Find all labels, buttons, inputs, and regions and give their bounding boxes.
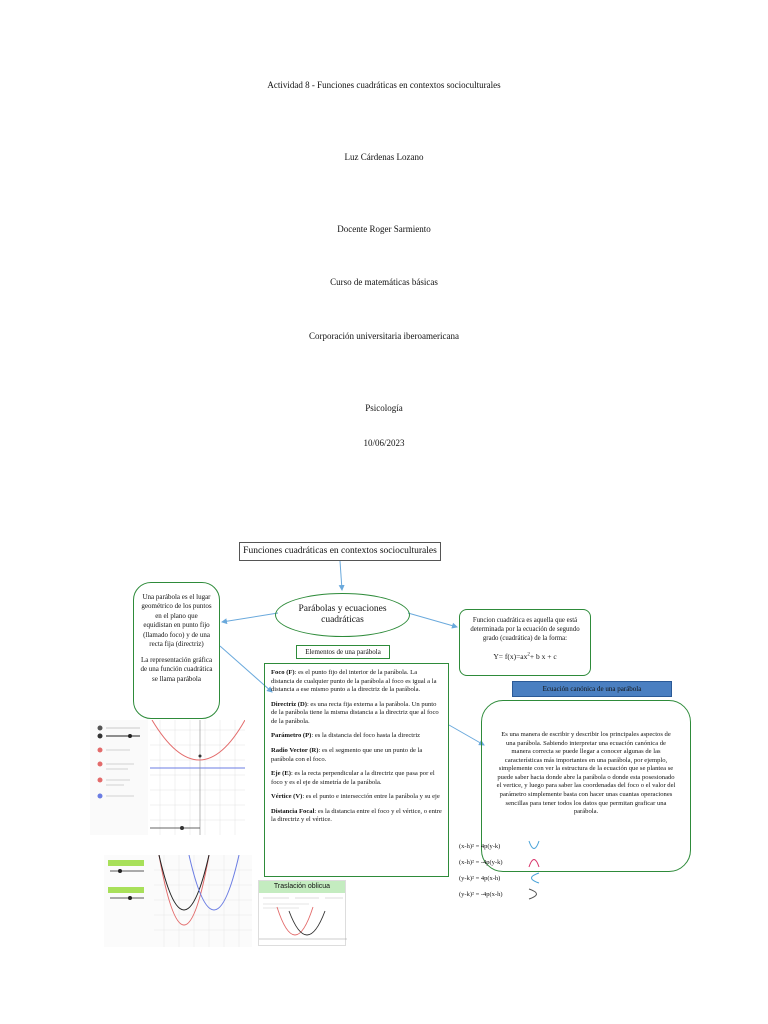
element-vertex: Vértice (V): es el punto e intersección entre la parábola y su eje: [271, 793, 440, 801]
equation-row: [459, 886, 549, 902]
element-focal-distance: Distancia Focal: es la distancia entre el foco y el vértice, o entre la directriz y el vértice.: [271, 807, 442, 824]
representation-text: La representación gráfica de una función cuadrática se llama parábola: [140, 655, 213, 683]
arrow-center-right: [408, 613, 457, 627]
center-topic-ellipse: [275, 593, 410, 637]
arrow-elements-canon: [449, 725, 484, 745]
equation-text: (x-h)² = 4p(y-k): [459, 842, 501, 850]
quadratic-function-bubble: [459, 609, 591, 676]
parabola-left-icon: [527, 888, 541, 900]
arrow-title-center: [340, 561, 342, 590]
activity-title: Actividad 8 - Funciones cuadráticas en contextos socioculturales: [267, 80, 501, 90]
canonical-equation-label: Ecuación canónica de una parábola: [512, 681, 672, 697]
geogebra-parabola-screenshot: [90, 720, 245, 835]
course-name: Curso de matemáticas básicas: [330, 277, 438, 287]
parabola-down-icon: [527, 856, 541, 868]
oblique-graph-image: [259, 893, 347, 947]
program-name: Psicología: [365, 403, 403, 413]
equation-text: (x-h)² = -4p(y-k): [459, 858, 503, 866]
canonical-equation-text: Es una manera de escribir y describir los principales aspectos de una parábola. Sabiendo interpretar una ecuación canónica de manera correcta se puede llegar a conocer algunas de las características más importantes en una parábola, por ejemplo, simplemente con ver la estructura de la ecuación que se plantea se puede saber hacia donde abre la parábola o donde esta posesionado el vertice, y luego para saber las coordenadas del foco o el valor del parámetro simplemente basta con hacer unas cuantas operaciones sencillas para tener todos los datos que permitan graficar una parábola.: [496, 731, 676, 816]
oblique-translation-screenshot: [258, 880, 346, 946]
element-focus: Foco (F): es el punto fijo del interior de la parábola. La distancia de cualquier punto de la parábola al foco es igual a la distancia a ese mismo punto a la directriz de la parábola.: [271, 669, 437, 694]
equation-text: (y-k)² = 4p(x-h): [459, 874, 501, 882]
parabola-definition-bubble: [133, 582, 220, 719]
parabola-graph-image: [90, 720, 245, 835]
parabola-up-icon: [527, 840, 541, 852]
element-axis: Eje (E): es la recta perpendicular a la directriz que pasa por el foco y es el eje de simetría de la parábola.: [271, 770, 435, 786]
date: 10/06/2023: [363, 438, 405, 448]
equation-row: [459, 838, 549, 854]
canonical-equations-list: [459, 838, 549, 902]
teacher-name: Docente Roger Sarmiento: [337, 224, 431, 234]
quadratic-formula: $Y= f(x)=ax^2+ b$ x + c: [493, 651, 557, 661]
institution-name: Corporación universitaria iberoamericana: [309, 331, 459, 341]
parabola-translation-image: [104, 855, 252, 947]
translation-graph-screenshot: [104, 855, 252, 947]
elements-label: Elementos de una parábola: [296, 645, 390, 659]
element-parameter: Parámetro (P): es la distancia del foco hasta la directriz: [271, 732, 421, 740]
quadratic-function-text: Funcion cuadrática es aquella que está determinada por la ecuación de segundo grado (cuadrática) de la forma:: [470, 617, 580, 643]
arrow-center-left: [222, 613, 278, 622]
element-directrix: Directriz (D): es una recta fija externa a la parábola. Un punto de la parábola tiene la misma distancia a la directriz que al foco de la parábola.: [271, 700, 439, 725]
oblique-translation-title: Traslación oblicua: [259, 881, 345, 893]
parabola-right-icon: [527, 872, 541, 884]
equation-text: (y-k)² = -4p(x-h): [459, 890, 503, 898]
center-topic-text: Parábolas y ecuaciones cuadráticas: [298, 603, 387, 625]
author-name: Luz Cárdenas Lozano: [344, 152, 424, 162]
element-radius-vector: Radio Vector (R): es el segmento que une un punto de la parábola con el foco.: [271, 746, 423, 763]
definition-text: Una parábola es el lugar geométrico de los puntos en el plano que equidistan en punto fijo (llamado foco) y de una recta fija (directriz): [141, 593, 212, 649]
equation-row: [459, 870, 549, 886]
map-main-title: Funciones cuadráticas en contextos socioculturales: [239, 542, 441, 561]
elements-list: [264, 663, 449, 877]
equation-row: [459, 854, 549, 870]
